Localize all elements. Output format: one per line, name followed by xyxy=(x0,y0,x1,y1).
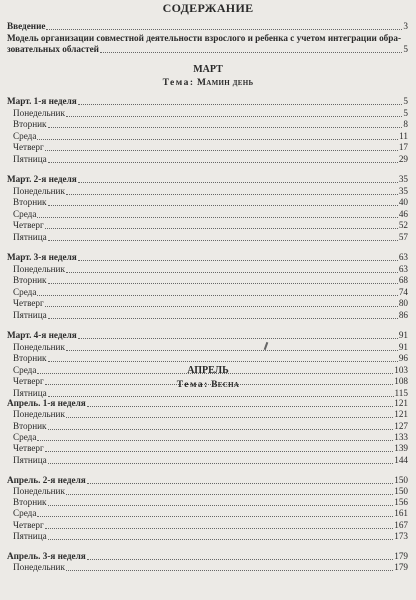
dot-leader xyxy=(66,417,393,418)
toc-entry-label: Вторник xyxy=(13,420,47,431)
toc-entry-label: Вторник xyxy=(13,197,47,208)
dot-leader xyxy=(66,194,398,195)
toc-entry-day[interactable] xyxy=(7,154,408,165)
toc-entry-week[interactable] xyxy=(7,330,408,341)
toc-entry-label: Апрель. 3-я неделя xyxy=(7,551,86,561)
toc-entry-day[interactable] xyxy=(7,108,408,119)
toc-page-number: 121 xyxy=(394,398,408,408)
dot-leader xyxy=(66,350,398,351)
toc-entry-day[interactable] xyxy=(7,443,408,454)
toc-entry-label: Среда xyxy=(13,364,37,375)
toc-entry-label: Вторник xyxy=(13,119,47,130)
toc-entry-day[interactable] xyxy=(7,562,408,573)
toc-page-number: 121 xyxy=(394,409,408,420)
toc-entry-day[interactable] xyxy=(7,342,408,353)
dot-leader xyxy=(45,451,393,452)
toc-entry-day[interactable] xyxy=(7,220,408,231)
dot-leader xyxy=(78,104,403,105)
toc-page-number: 103 xyxy=(394,364,408,375)
toc-entry-week[interactable] xyxy=(7,96,408,107)
toc-page-number: 46 xyxy=(398,208,408,219)
toc-entry-label: Четверг xyxy=(13,519,44,530)
toc-page-number: 179 xyxy=(394,562,408,573)
toc-entry-label: Четверг xyxy=(13,298,44,309)
toc-page-number: 91 xyxy=(398,330,408,340)
dot-leader xyxy=(46,29,402,30)
toc-entry-label-line2: зовательных областей xyxy=(7,44,99,54)
toc-entry-label: Пятница xyxy=(13,388,47,398)
toc-page-number: 150 xyxy=(394,474,408,485)
toc-entry-label: Понедельник xyxy=(13,185,65,196)
toc-entry-week[interactable] xyxy=(7,475,408,486)
toc-entry-day[interactable] xyxy=(7,486,408,497)
theme-heading xyxy=(0,78,416,88)
toc-entry-label: Четверг xyxy=(13,376,44,387)
toc-entry-day[interactable] xyxy=(7,298,408,309)
toc-entry-week[interactable] xyxy=(7,174,408,185)
toc-page-number: 68 xyxy=(398,275,408,286)
toc-page-number: 86 xyxy=(398,310,408,320)
toc-page-number: 139 xyxy=(394,443,408,454)
dot-leader xyxy=(78,260,398,261)
toc-entry-day[interactable] xyxy=(7,310,408,321)
dot-leader xyxy=(48,205,398,206)
dot-leader xyxy=(78,338,398,339)
toc-entry-day[interactable] xyxy=(7,186,408,197)
dot-leader xyxy=(48,429,394,430)
dot-leader xyxy=(37,295,397,296)
toc-page-number: 115 xyxy=(394,388,408,398)
toc-entry-day[interactable] xyxy=(7,131,408,142)
toc-page-number: 52 xyxy=(398,220,408,231)
toc-page-number: 5 xyxy=(403,96,408,106)
toc-entry-day[interactable] xyxy=(7,232,408,243)
toc-page-number: 167 xyxy=(394,519,408,530)
toc-entry-label: Пятница xyxy=(13,310,47,320)
toc-entry-label: Четверг xyxy=(13,142,44,153)
toc-entry-label: Понедельник xyxy=(13,263,65,274)
toc-page-number: 173 xyxy=(394,531,408,541)
toc-page-number: 11 xyxy=(399,130,408,141)
dot-leader xyxy=(45,306,398,307)
toc-entry-day[interactable] xyxy=(7,497,408,508)
toc-entry-label: Понедельник xyxy=(13,409,65,420)
toc-entry-model[interactable] xyxy=(7,33,408,55)
toc-entry-label: Март. 1-я неделя xyxy=(7,96,77,106)
dot-leader xyxy=(48,396,394,397)
toc-entry-day[interactable] xyxy=(7,264,408,275)
theme-value: Мамин день xyxy=(196,78,254,88)
toc-entry-week[interactable] xyxy=(7,398,408,409)
toc-entry-label: Среда xyxy=(13,286,37,297)
toc-page-number: 179 xyxy=(394,551,408,561)
toc-entry-label: Вторник xyxy=(13,275,47,286)
dot-leader xyxy=(48,240,398,241)
dot-leader xyxy=(66,570,393,571)
toc-page-number: 29 xyxy=(398,154,408,164)
dot-leader xyxy=(37,139,398,140)
toc-entry-label: Апрель. 1-я неделя xyxy=(7,398,86,408)
dot-leader xyxy=(66,494,393,495)
toc-entry-label: Среда xyxy=(13,431,37,442)
dot-leader xyxy=(48,318,398,319)
toc-entry-label-line1: Модель организации совместной деятельности взрослого и ребенка с учетом интеграции обра- xyxy=(7,33,402,43)
toc-entry-day[interactable] xyxy=(7,142,408,153)
toc-entry-label: Понедельник xyxy=(13,341,65,352)
toc-entry-label: Пятница xyxy=(13,531,47,541)
toc-page-number: 5 xyxy=(403,44,408,54)
toc-page-number: 96 xyxy=(398,353,408,364)
toc-entry-week[interactable] xyxy=(7,551,408,562)
page-title: СОДЕРЖАНИЕ xyxy=(162,1,254,15)
dot-leader xyxy=(48,463,394,464)
toc-entry-day[interactable] xyxy=(7,287,408,298)
dot-leader xyxy=(45,528,393,529)
toc-page-number: 35 xyxy=(398,185,408,196)
toc-page-number: 133 xyxy=(394,431,408,442)
toc-entry-intro[interactable] xyxy=(7,21,408,32)
toc-page-number: 17 xyxy=(398,142,408,153)
toc-page-number: 63 xyxy=(398,263,408,274)
dot-leader xyxy=(100,52,402,53)
toc-entry-day[interactable] xyxy=(7,409,408,420)
dot-leader xyxy=(66,272,398,273)
toc-entry-day[interactable] xyxy=(7,432,408,443)
toc-entry-label: Вторник xyxy=(13,497,47,508)
toc-entry-day[interactable] xyxy=(7,508,408,519)
toc-page-number: 108 xyxy=(394,376,408,387)
toc-entry-label: Понедельник xyxy=(13,485,65,496)
toc-page-number: 57 xyxy=(398,232,408,242)
dot-leader xyxy=(45,228,398,229)
toc-page-number: 161 xyxy=(394,508,408,519)
toc-page-number: 5 xyxy=(403,107,408,118)
toc-entry-label: Четверг xyxy=(13,220,44,231)
dot-leader xyxy=(45,150,398,151)
toc-entry-label: Пятница xyxy=(13,154,47,164)
toc-entry-week[interactable] xyxy=(7,252,408,263)
dot-leader xyxy=(48,361,398,362)
toc-entry-day[interactable] xyxy=(7,209,408,220)
toc-entry-day[interactable] xyxy=(7,119,408,130)
toc-entry-day[interactable] xyxy=(7,197,408,208)
toc-entry-label: Четверг xyxy=(13,443,44,454)
dot-leader xyxy=(66,116,402,117)
theme-heading xyxy=(0,380,416,390)
toc-entry-label: Апрель. 2-я неделя xyxy=(7,474,86,485)
dot-leader xyxy=(87,559,393,560)
toc-entry-label: Среда xyxy=(13,130,37,141)
toc-page-number: 74 xyxy=(398,286,408,297)
dot-leader xyxy=(37,440,393,441)
toc-entry-label: Понедельник xyxy=(13,562,65,573)
toc-entry-label: Введение xyxy=(7,21,46,31)
toc-page-number: 91 xyxy=(398,341,408,352)
toc-entry-day[interactable] xyxy=(7,275,408,286)
toc-page-number: 35 xyxy=(398,174,408,184)
dot-leader xyxy=(78,182,398,183)
toc-entry-label: Вторник xyxy=(13,353,47,364)
dot-leader xyxy=(37,516,393,517)
dot-leader xyxy=(48,162,398,163)
theme-value: Весна xyxy=(211,380,240,390)
toc-entry-label: Среда xyxy=(13,208,37,219)
toc-entry-label: Март. 3-я неделя xyxy=(7,252,77,262)
month-heading: МАРТ xyxy=(193,64,223,75)
month-heading: АПРЕЛЬ xyxy=(187,365,229,376)
toc-page-number: 127 xyxy=(394,420,408,431)
theme-key: Тема: xyxy=(176,380,209,390)
dot-leader xyxy=(48,539,394,540)
toc-entry-day[interactable] xyxy=(7,455,408,466)
toc-page-number: 156 xyxy=(394,497,408,508)
toc-entry-day[interactable] xyxy=(7,520,408,531)
theme-key: Тема: xyxy=(162,78,195,88)
toc-entry-label: Март. 4-я неделя xyxy=(7,330,77,340)
toc-entry-label: Среда xyxy=(13,508,37,519)
toc-entry-label: Март. 2-я неделя xyxy=(7,174,77,184)
toc-entry-day[interactable] xyxy=(7,421,408,432)
dot-leader xyxy=(87,483,393,484)
dot-leader xyxy=(48,283,398,284)
toc-page-number: 63 xyxy=(398,252,408,262)
toc-entry-day[interactable] xyxy=(7,531,408,542)
toc-page-number: 40 xyxy=(398,197,408,208)
toc-page-number: 144 xyxy=(394,454,408,465)
dot-leader xyxy=(48,127,403,128)
toc-entry-day[interactable] xyxy=(7,353,408,364)
toc-page-number: 3 xyxy=(403,21,408,31)
toc-entry-label: Понедельник xyxy=(13,107,65,118)
toc-page-number: 8 xyxy=(403,119,408,130)
toc-page-number: 150 xyxy=(394,485,408,496)
toc-entry-label: Пятница xyxy=(13,454,47,465)
dot-leader xyxy=(87,406,393,407)
dot-leader xyxy=(37,217,397,218)
dot-leader xyxy=(48,505,394,506)
toc-entry-label: Пятница xyxy=(13,232,47,242)
toc-page-number: 80 xyxy=(398,298,408,309)
